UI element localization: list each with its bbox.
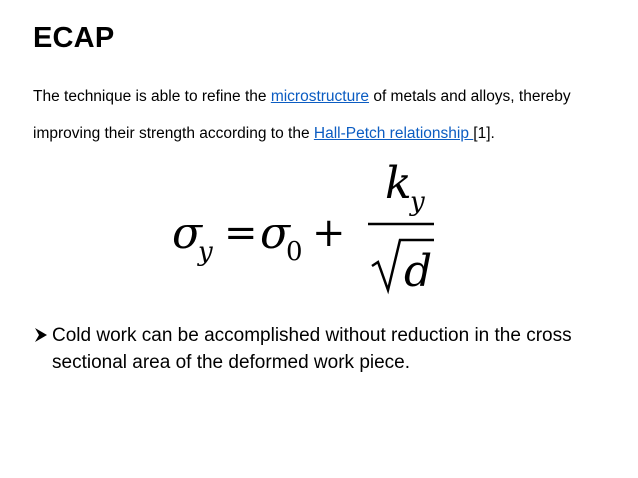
formula-k: k	[385, 158, 412, 209]
formula-plus: +	[312, 210, 346, 256]
citation-text: [1].	[473, 125, 495, 142]
microstructure-link[interactable]: microstructure	[270, 88, 370, 105]
formula-sub-k-y: y	[410, 187, 425, 217]
slide-title: ECAP	[33, 22, 115, 54]
paragraph-text: of metals and alloys, thereby improving their strength according to the	[33, 88, 571, 142]
formula-sub-0: 0	[286, 237, 303, 267]
paragraph-text: The technique is able to refine the	[33, 88, 271, 105]
bullet-item	[34, 322, 614, 376]
formula-sub-y: y	[198, 237, 213, 267]
arrow-bullet-icon	[34, 327, 48, 343]
hall-petch-formula	[172, 158, 442, 298]
formula-sigma-y: σ	[172, 208, 203, 259]
intro-paragraph	[33, 78, 593, 152]
formula-equals: =	[224, 210, 258, 256]
bullet-text: Cold work can be accomplished without reduction in the cross sectional area of the deformed work piece.	[52, 325, 572, 373]
formula-sigma-0: σ	[260, 208, 291, 259]
hall-petch-link[interactable]: Hall-Petch relationship	[313, 125, 474, 142]
formula-d: d	[404, 246, 433, 297]
